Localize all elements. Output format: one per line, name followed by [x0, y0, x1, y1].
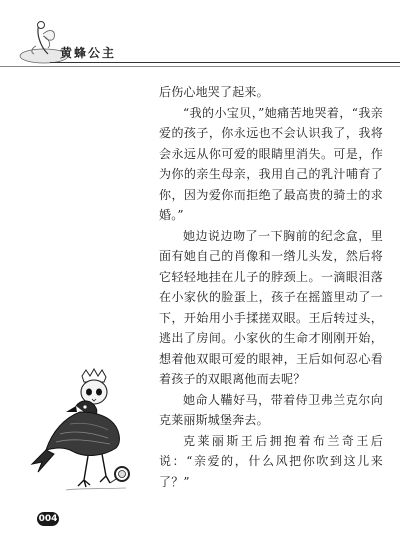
crow-with-skull-illustration: [30, 368, 146, 508]
paragraph: 后伤心地哭了起来。: [159, 85, 269, 99]
paragraph: “我的小宝贝，”她痛苦地哭着，“我亲爱的孩子，你永远也不会认识我了，我将会永远从你可爱的眼睛里消失。可是，作为你的亲生母亲，我用自己的乳汁哺育了你，因为爱你而拒绝了最高贵的骑士的求婚。”: [159, 105, 383, 222]
page-number-badge: 004: [38, 514, 58, 524]
paragraph: 克莱丽斯王后拥抱着布兰奇王后说：“亲爱的，什么风把你吹到这儿来了？”: [159, 433, 383, 489]
paragraph: 她边说边吻了一下胸前的纪念盒，里面有她自己的肖像和一绺儿头发，然后将它轻轻地挂在儿子的脖颈上。一滴眼泪落在小家伙的脸蛋上，孩子在摇篮里动了一下，开始用小手揉搓双眼。王后转过头，逃出了房间。小家伙的生命才刚刚开始，想着他双眼可爱的眼神，王后如何忍心看着孩子的双眼离他而去呢？: [159, 228, 383, 386]
book-title: 黄蜂公主: [60, 46, 117, 60]
story-text: [159, 82, 383, 492]
page-header: [0, 0, 400, 80]
header-divider: [50, 62, 400, 63]
header-divider-secondary: [0, 66, 400, 67]
paragraph: 她命人鞴好马，带着侍卫弗兰克尔向克莱丽斯城堡奔去。: [159, 392, 383, 427]
